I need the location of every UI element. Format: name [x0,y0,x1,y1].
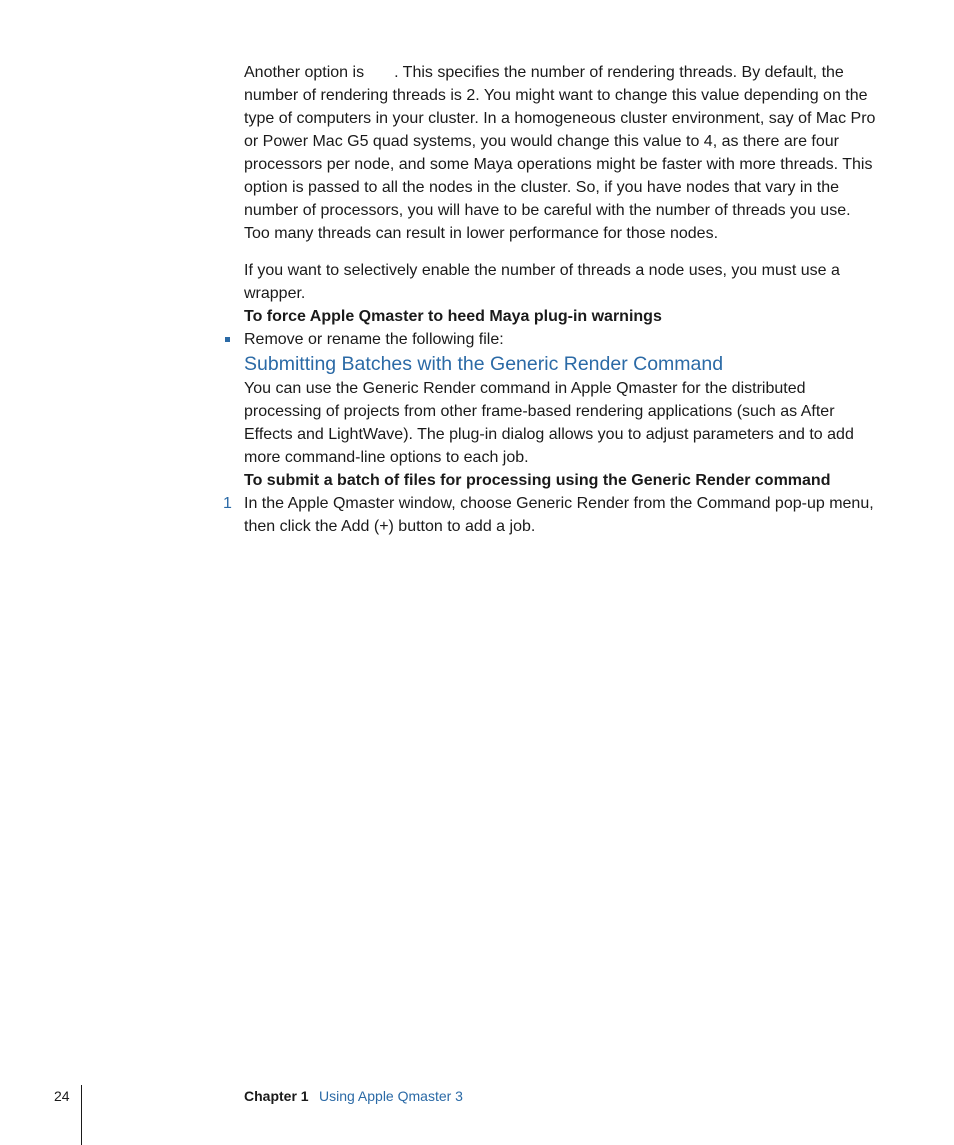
section-heading: Submitting Batches with the Generic Render Command [244,353,724,375]
paragraph-threads-start: Another option is [244,64,365,81]
step-item [223,492,880,538]
paragraph-threads-rest: . This specifies the number of rendering threads. By default, the number of rendering threads is 2. You might want to change this value depending on the type of computers in your cluster. In a homogeneous cluster environment, say of Mac Pro or Power Mac G5 quad systems, you would change this value to 4, as there are four processors per node, and some Maya operations might be faster with more threads. This option is passed to all the nodes in the cluster. So, if you have nodes that vary in the number of processors, you will have to be careful with the number of threads you use. Too many threads can result in lower performance for those nodes. [244,64,876,242]
page-content [223,61,880,538]
task-heading-generic-render: To submit a batch of files for processing using the Generic Render command [244,472,831,489]
task-heading-maya-warnings: To force Apple Qmaster to heed Maya plug-in warnings [244,308,662,325]
step-text: In the Apple Qmaster window, choose Generic Render from the Command pop-up menu, then click the Add (+) button to add a job. [244,495,874,535]
page-number: 24 [54,1088,70,1104]
footer-divider [81,1085,82,1145]
paragraph-threads-option [244,61,880,245]
footer-chapter-title: Using Apple Qmaster 3 [319,1088,463,1104]
list-item [244,328,880,351]
footer-chapter-label: Chapter 1 [244,1088,309,1104]
bullet-square-icon [225,337,230,342]
step-number: 1 [223,495,232,512]
section-body: You can use the Generic Render command in Apple Qmaster for the distributed processing of projects from other frame-based rendering applications (such as After Effects and LightWave). The plug-in dialog allows you to adjust parameters and to add more command-line options to each job. [244,380,854,466]
paragraph-wrapper: If you want to selectively enable the number of threads a node uses, you must use a wrapper. [244,262,840,302]
bullet-text: Remove or rename the following file: [244,331,504,348]
